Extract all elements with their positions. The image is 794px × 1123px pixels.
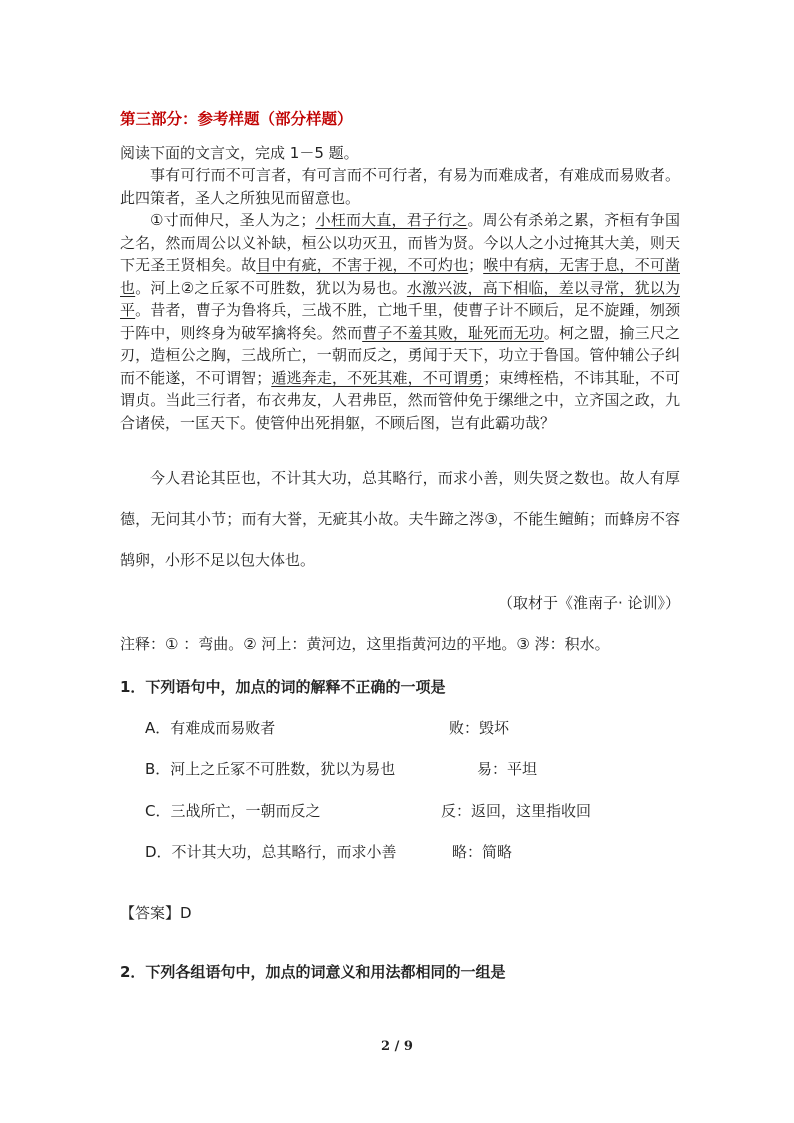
passage-paragraph-3: 今人君论其臣也，不计其大功，总其略行，而求小善，则失贤之数也。故人有厚德，无问其小节；而有大誉，无疵其小故。夫牛蹄之涔③，不能生鳣鲔；而蜂房不容鹄卵，小形不足以包大体也。 <box>120 469 680 569</box>
passage-text: ；束缚桎梏，不讳其耻，不可谓贞。当此三行者，布衣弗友，人君弗臣，然而管仲免于缧绁之中，立齐国之政，九合诸侯，一匡天下。使管仲出死捐躯，不顾后图，岂有此霸功哉？ <box>120 368 680 432</box>
question-1-option-d: D．不计其大功，总其略行，而求小善 <box>145 843 397 861</box>
question-1-gloss-a: 败：毁坏 <box>449 719 510 737</box>
underlined-phrase: 曹子不羞其败，耻死而无功 <box>362 323 544 342</box>
question-1-gloss-b: 易：平坦 <box>477 760 538 778</box>
passage-text: 。柯之盟，揄三尺之刃，造桓公之胸，三战所亡，一朝而反之，勇闻于天下，功立于鲁国。管仲辅公子纠而不能遂，不可谓智； <box>120 323 680 387</box>
page-number: 2 / 9 <box>381 1039 413 1054</box>
underlined-phrase: 喉中有病，无害于息，不可凿也 <box>120 256 680 297</box>
passage-text: ①寸而伸尺，圣人为之； <box>150 211 316 229</box>
annotations: 注释：① ：弯曲。② 河上：黄河边，这里指黄河边的平地。③ 涔：积水。 <box>120 635 610 653</box>
question-1-gloss-c: 反：返回，这里指收回 <box>441 802 592 820</box>
question-1-title: 1．下列语句中，加点的词的解释不正确的一项是 <box>120 678 446 696</box>
source-citation: （取材于《淮南子· 论训》） <box>497 594 680 612</box>
underlined-phrase: 遁逃奔走，不死其难，不可谓勇 <box>271 368 484 387</box>
section-heading: 第三部分：参考样题（部分样题） <box>120 110 353 128</box>
passage-text: 。周公有杀弟之累，齐桓有争国之名，然而周公以义补缺，桓公以功灭丑，而皆为贤。今以人之小过掩其大美，则天下无圣王贤相矣。故 <box>120 211 680 274</box>
underlined-phrase: 目中有疵，不害于视，不可灼也 <box>256 256 469 274</box>
reading-instruction: 阅读下面的文言文，完成 1－5 题。 <box>120 144 359 162</box>
underlined-phrase: 水激兴波，高下相临，差以寻常，犹以为平 <box>120 278 680 319</box>
passage-text: ； <box>468 256 484 274</box>
passage-text: 。河上②之丘冢不可胜数，犹以为易也。 <box>135 278 407 297</box>
passage-text: 。昔者，曹子为鲁将兵，三战不胜，亡地千里，使曹子计不顾后，足不旋踵，刎颈于阵中，则终身为破军擒将矣。然而 <box>120 301 680 342</box>
question-2-title: 2．下列各组语句中，加点的词意义和用法都相同的一组是 <box>120 963 506 981</box>
underlined-phrase: 小枉而大直，君子行之 <box>315 211 468 229</box>
passage-paragraph-2 <box>120 209 680 434</box>
question-1-gloss-d: 略：简略 <box>452 843 513 861</box>
question-1-option-a: A．有难成而易败者 <box>145 719 276 737</box>
passage-paragraph-1: 事有可行而不可言者，有可言而不可行者，有易为而难成者，有难成而易败者。此四策者，圣人之所独见而留意也。 <box>120 166 680 207</box>
question-1-option-b: B．河上之丘冢不可胜数，犹以为易也 <box>145 760 396 778</box>
question-1-option-c: C．三战所亡，一朝而反之 <box>145 802 321 820</box>
answer-label: 【答案】D <box>120 904 192 922</box>
